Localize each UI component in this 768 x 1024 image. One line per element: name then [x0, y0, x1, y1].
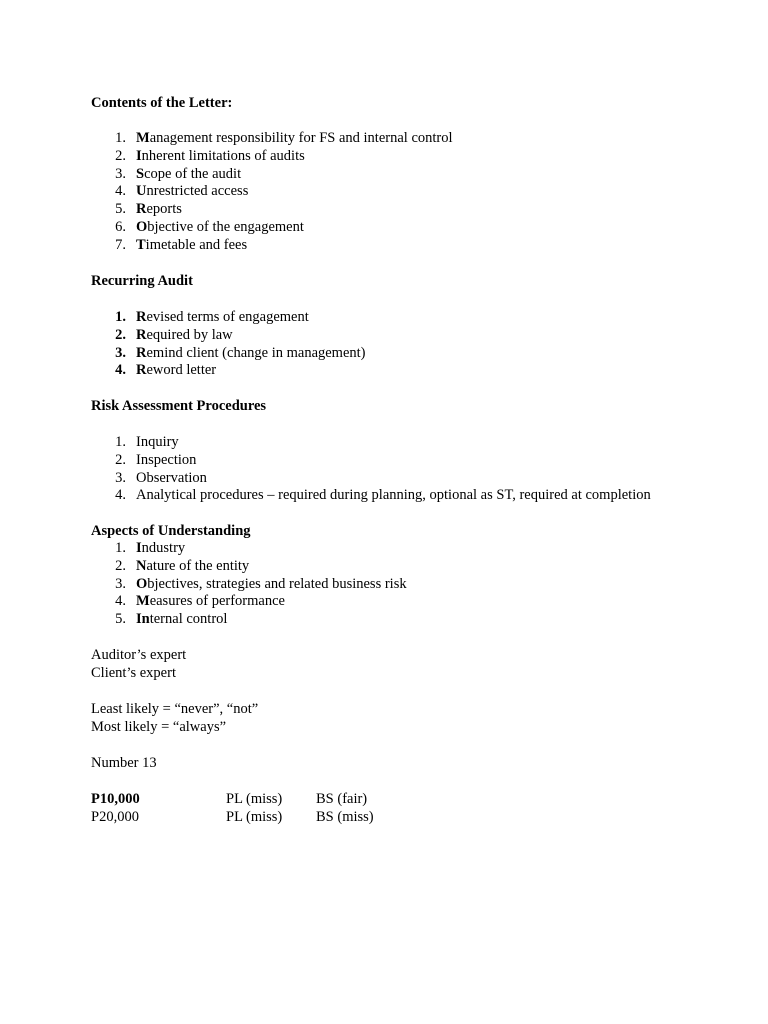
list-text: [136, 539, 185, 557]
list-text: [136, 451, 196, 469]
list-initial: N: [136, 557, 147, 574]
list-initial: O: [136, 219, 148, 235]
list-rest: anagement responsibility for FS and internal control: [149, 130, 453, 146]
list-rest: Analytical procedures – required during planning, optional as ST, required at completion: [136, 487, 651, 504]
list-rest: emind client (change in management): [146, 344, 366, 361]
list-text: [136, 486, 651, 504]
list-initial: S: [136, 165, 145, 182]
list-number: 2.: [115, 557, 126, 574]
list-rest: cope of the audit: [144, 165, 242, 182]
list-rest: evised terms of engagement: [146, 309, 309, 325]
list-number: 3.: [115, 575, 126, 592]
list-number: 7.: [115, 236, 126, 253]
list-text: [136, 433, 179, 451]
list-rest: bjectives, strategies and related business risk: [147, 575, 407, 592]
least-likely-note: Least likely = “never”, “not”: [91, 701, 259, 717]
pl-cell: PL (miss): [226, 791, 283, 807]
list-initial: R: [136, 344, 147, 361]
list-number: 3.: [115, 344, 126, 361]
list-number: 1.: [115, 540, 126, 556]
list-rest: ndustry: [141, 540, 186, 556]
bs-cell: BS (fair): [316, 791, 368, 807]
list-text: [136, 308, 309, 326]
list-initial: R: [136, 309, 147, 325]
list-text: [136, 610, 227, 628]
list-text: [136, 326, 233, 344]
list-number: 1.: [115, 309, 126, 325]
list-rest: Observation: [136, 469, 207, 486]
list-initial: R: [136, 201, 147, 218]
list-number: 1.: [115, 434, 126, 450]
list-rest: nrestricted access: [146, 183, 249, 200]
list-rest: nherent limitations of audits: [141, 147, 305, 164]
list-text: [136, 236, 247, 254]
list-number: 5.: [115, 611, 126, 628]
list-text: [136, 592, 285, 610]
list-text: [136, 165, 241, 183]
list-initial: I: [136, 540, 142, 556]
list-initial: U: [136, 183, 147, 200]
list-text: [136, 575, 407, 593]
amount-cell: P20,000: [91, 809, 139, 825]
list-number: 4.: [115, 593, 126, 610]
list-initial: I: [136, 147, 142, 164]
list-text: [136, 200, 182, 218]
list-rest: eword letter: [146, 362, 217, 379]
list-rest: equired by law: [146, 326, 233, 343]
list-number: 1.: [115, 130, 126, 146]
list-number: 4.: [115, 362, 126, 379]
list-number: 3.: [115, 469, 126, 486]
most-likely-note: Most likely = “always”: [91, 719, 227, 735]
list-initial: R: [136, 362, 147, 379]
recurring-heading: Recurring Audit: [91, 273, 193, 289]
list-number: 4.: [115, 487, 126, 504]
list-number: 2.: [115, 451, 126, 468]
list-text: [136, 469, 207, 487]
list-text: [136, 147, 305, 165]
list-number: 4.: [115, 183, 126, 200]
list-initial: R: [136, 326, 147, 343]
list-number: 3.: [115, 165, 126, 182]
list-rest: easures of performance: [149, 593, 285, 610]
list-text: [136, 129, 453, 147]
list-rest: ternal control: [149, 611, 228, 628]
clients-expert-note: Client’s expert: [91, 665, 176, 681]
contents-heading: Contents of the Letter:: [91, 95, 233, 111]
list-text: [136, 344, 366, 362]
list-number: 2.: [115, 147, 126, 164]
pl-cell: PL (miss): [226, 809, 283, 825]
list-text: [136, 361, 216, 379]
list-rest: eports: [146, 201, 182, 218]
list-initial: M: [136, 593, 150, 610]
list-initial: M: [136, 130, 150, 146]
bs-cell: BS (miss): [316, 809, 374, 825]
list-number: 2.: [115, 326, 126, 343]
list-rest: ature of the entity: [146, 557, 250, 574]
risk-heading: Risk Assessment Procedures: [91, 398, 267, 414]
list-number: 6.: [115, 219, 126, 235]
list-initial: T: [136, 236, 146, 253]
list-initial: O: [136, 575, 148, 592]
amount-cell: P10,000: [91, 791, 140, 807]
list-initial: In: [136, 611, 150, 628]
auditors-expert-note: Auditor’s expert: [91, 647, 187, 663]
list-text: [136, 218, 304, 236]
list-rest: Inspection: [136, 451, 197, 468]
list-rest: bjective of the engagement: [147, 219, 304, 235]
list-rest: Inquiry: [136, 434, 179, 450]
number-note: Number 13: [91, 755, 157, 771]
list-rest: imetable and fees: [145, 236, 248, 253]
list-text: [136, 182, 248, 200]
list-number: 5.: [115, 201, 126, 218]
list-text: [136, 557, 249, 575]
aspects-heading: Aspects of Understanding: [91, 523, 251, 539]
